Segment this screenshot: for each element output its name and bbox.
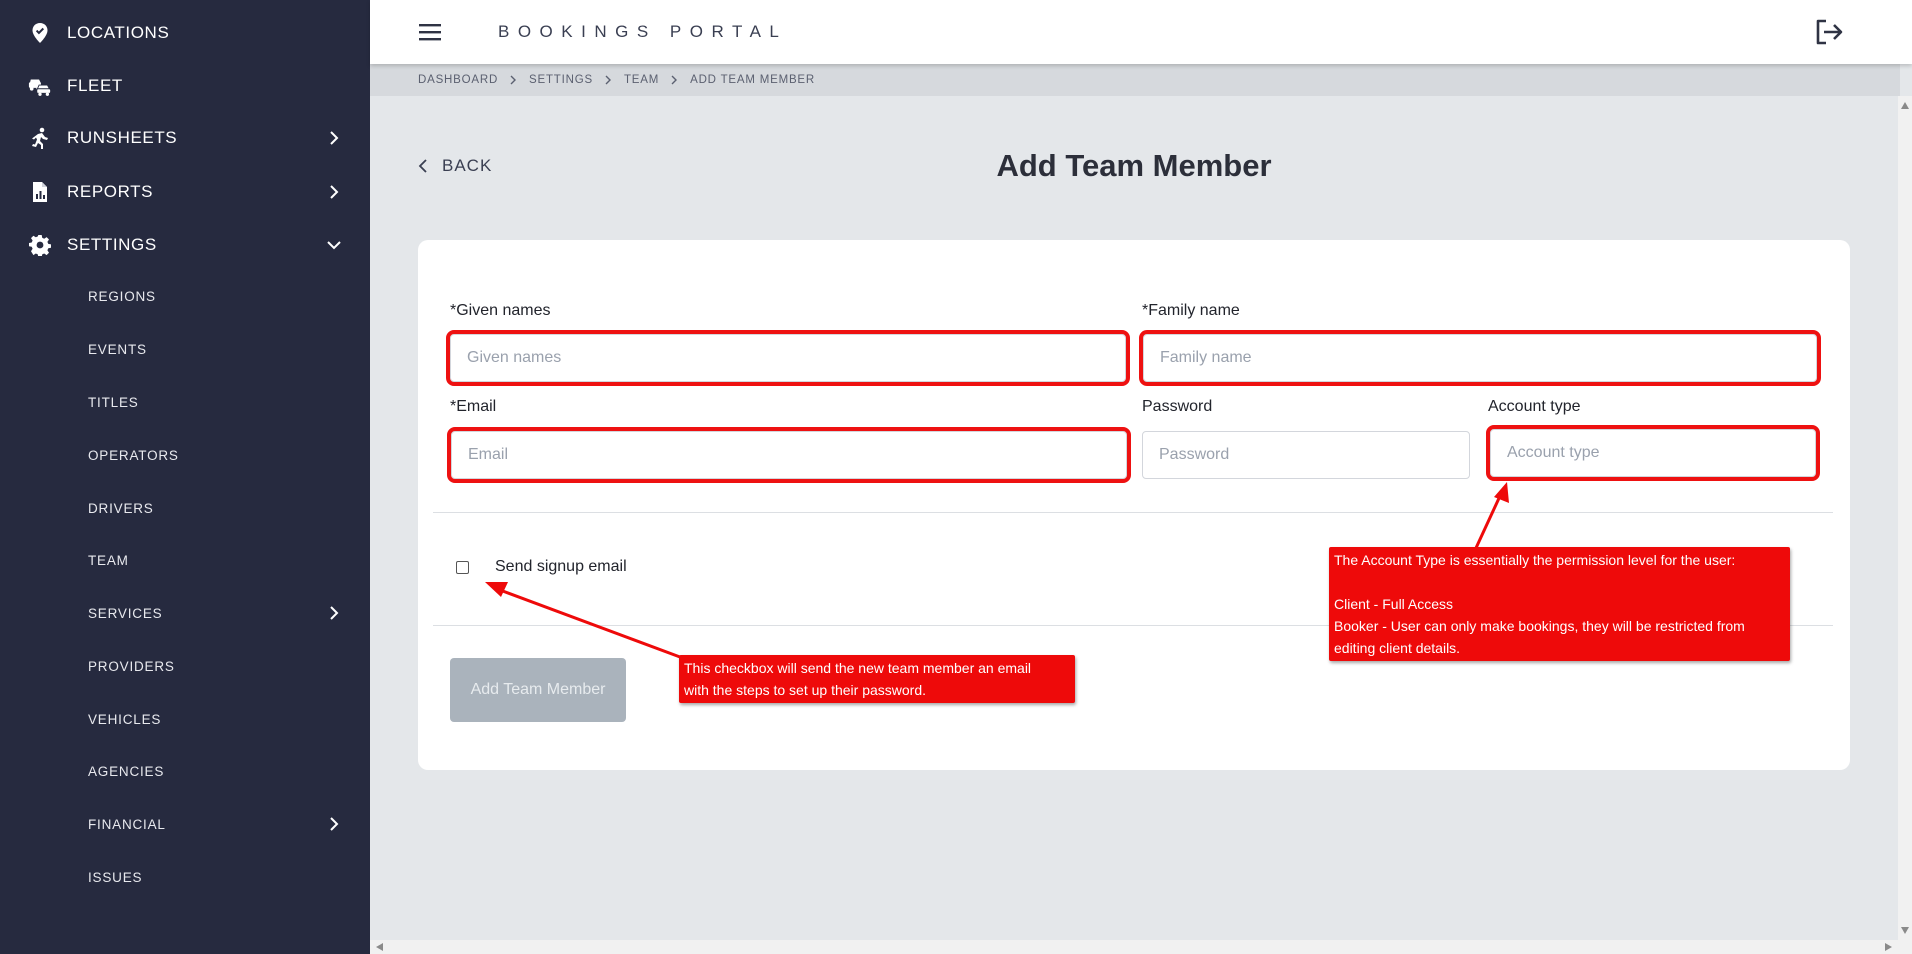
horizontal-scrollbar[interactable] bbox=[370, 940, 1912, 954]
annotation-line: Booker - User can only make bookings, they will be restricted from bbox=[1334, 618, 1745, 634]
sidebar-subitem-label: TITLES bbox=[88, 394, 139, 410]
sidebar-item-locations[interactable] bbox=[0, 13, 370, 53]
sidebar-subitem-vehicles[interactable] bbox=[0, 701, 370, 737]
email-label: *Email bbox=[450, 398, 497, 415]
cars-icon bbox=[28, 74, 52, 98]
hamburger-menu-icon[interactable] bbox=[418, 20, 442, 44]
sidebar-subitem-regions[interactable] bbox=[0, 278, 370, 314]
running-person-icon bbox=[28, 126, 52, 150]
chevron-right-icon bbox=[326, 184, 342, 200]
breadcrumb-settings[interactable]: SETTINGS bbox=[529, 74, 593, 86]
scroll-left-icon[interactable] bbox=[376, 943, 383, 951]
sidebar-subitem-issues[interactable] bbox=[0, 859, 370, 895]
divider bbox=[433, 512, 1833, 513]
annotation-blank-line bbox=[1334, 571, 1785, 593]
sidebar-item-label: SETTINGS bbox=[67, 235, 157, 254]
checkbox-annotation bbox=[679, 655, 1075, 703]
sidebar-subitem-services[interactable] bbox=[0, 595, 370, 631]
sidebar-subitem-events[interactable] bbox=[0, 331, 370, 367]
annotation-line: The Account Type is essentially the permission level for the user: bbox=[1334, 552, 1736, 568]
send-signup-label[interactable]: Send signup email bbox=[495, 558, 627, 575]
given-names-input[interactable] bbox=[450, 334, 1126, 382]
sidebar-subitem-label: REGIONS bbox=[88, 288, 156, 304]
chevron-right-icon bbox=[326, 816, 342, 832]
sidebar-subitem-label: SERVICES bbox=[88, 605, 163, 621]
sidebar-item-settings[interactable] bbox=[0, 225, 370, 265]
family-name-input[interactable] bbox=[1143, 334, 1817, 382]
chevron-down-icon bbox=[326, 237, 342, 253]
sidebar-subitem-drivers[interactable] bbox=[0, 490, 370, 526]
account-type-select[interactable] bbox=[1490, 429, 1816, 477]
password-input[interactable] bbox=[1142, 431, 1470, 479]
chevron-right-icon bbox=[326, 130, 342, 146]
report-file-icon bbox=[28, 180, 52, 204]
annotation-line: editing client details. bbox=[1334, 640, 1461, 656]
sidebar-subitem-team[interactable] bbox=[0, 542, 370, 578]
back-label: BACK bbox=[442, 156, 493, 175]
location-pin-icon bbox=[28, 21, 52, 45]
sidebar-item-label: FLEET bbox=[67, 76, 123, 95]
sidebar-item-reports[interactable] bbox=[0, 172, 370, 212]
logout-icon[interactable] bbox=[1814, 18, 1844, 46]
sidebar-subitem-label: PROVIDERS bbox=[88, 658, 175, 674]
chevron-right-icon bbox=[326, 605, 342, 621]
breadcrumb bbox=[370, 64, 1900, 96]
sidebar-subitem-providers[interactable] bbox=[0, 648, 370, 684]
sidebar-subitem-label: ISSUES bbox=[88, 869, 143, 885]
sidebar-subitem-label: TEAM bbox=[88, 552, 129, 568]
app-title: BOOKINGS PORTAL bbox=[498, 22, 788, 41]
sidebar-item-runsheets[interactable] bbox=[0, 118, 370, 158]
account-type-label: Account type bbox=[1488, 398, 1581, 415]
given-names-label: *Given names bbox=[450, 302, 551, 319]
top-header bbox=[370, 0, 1912, 64]
sidebar-item-label: RUNSHEETS bbox=[67, 128, 178, 147]
password-label: Password bbox=[1142, 398, 1213, 415]
sidebar-subitem-financial[interactable] bbox=[0, 806, 370, 842]
sidebar-subitem-operators[interactable] bbox=[0, 437, 370, 473]
breadcrumb-dashboard[interactable]: DASHBOARD bbox=[418, 74, 499, 86]
page-title: Add Team Member bbox=[996, 148, 1272, 183]
family-name-label: *Family name bbox=[1142, 302, 1240, 319]
sidebar-subitem-label: DRIVERS bbox=[88, 500, 154, 516]
breadcrumb-team[interactable]: TEAM bbox=[623, 74, 660, 86]
sidebar-subitem-label: VEHICLES bbox=[88, 711, 162, 727]
annotation-line: Client - Full Access bbox=[1334, 596, 1454, 612]
chevron-right-icon bbox=[605, 75, 612, 85]
sidebar bbox=[0, 0, 370, 954]
account-type-annotation bbox=[1329, 547, 1790, 661]
sidebar-item-fleet[interactable] bbox=[0, 66, 370, 106]
sidebar-subitem-label: FINANCIAL bbox=[88, 816, 166, 832]
annotation-line: with the steps to set up their password. bbox=[684, 682, 927, 698]
form-card bbox=[418, 240, 1850, 770]
add-team-member-button[interactable]: Add Team Member bbox=[450, 658, 626, 722]
chevron-right-icon bbox=[510, 75, 517, 85]
scroll-up-icon[interactable] bbox=[1901, 102, 1909, 109]
sidebar-subitem-titles[interactable] bbox=[0, 384, 370, 420]
sidebar-subitem-label: OPERATORS bbox=[88, 447, 179, 463]
send-signup-checkbox[interactable] bbox=[456, 561, 469, 574]
sidebar-subitem-label: AGENCIES bbox=[88, 763, 165, 779]
email-input[interactable] bbox=[451, 431, 1127, 479]
chevron-right-icon bbox=[671, 75, 678, 85]
sidebar-subitem-label: EVENTS bbox=[88, 341, 147, 357]
gear-icon bbox=[28, 233, 52, 257]
sidebar-item-label: REPORTS bbox=[67, 182, 154, 201]
sidebar-subitem-agencies[interactable] bbox=[0, 753, 370, 789]
scroll-right-icon[interactable] bbox=[1885, 943, 1892, 951]
annotation-line: This checkbox will send the new team member an email bbox=[684, 660, 1032, 676]
vertical-scrollbar[interactable] bbox=[1898, 96, 1912, 940]
sidebar-item-label: LOCATIONS bbox=[67, 23, 170, 42]
breadcrumb-add-team-member: ADD TEAM MEMBER bbox=[690, 74, 815, 86]
scroll-down-icon[interactable] bbox=[1901, 927, 1909, 934]
